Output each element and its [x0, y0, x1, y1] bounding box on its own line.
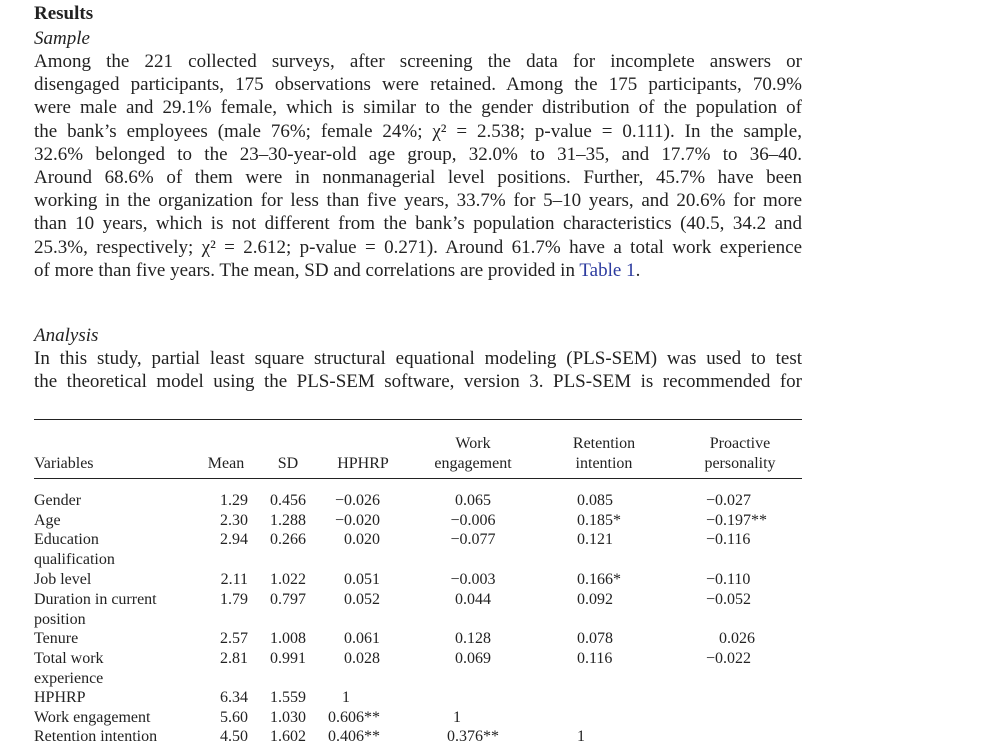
- header-proactive-personality-line: Proactive: [709, 435, 771, 452]
- cell-retention-intention: 0.116: [577, 649, 613, 667]
- cell-variable: [34, 511, 61, 531]
- header-work-engagement-line: Work: [455, 435, 491, 452]
- table-header-rule: [34, 478, 802, 479]
- sample-line: working in the organization for less than five years, 33.7% for 5–10 years, and 20.6% for more: [34, 190, 802, 212]
- sample-line: than 10 years, which is not different from the bank’s population characteristics (40.5, 34.2 and: [34, 213, 802, 235]
- cell-variable: [34, 590, 157, 630]
- cell-proactive-personality: −0.022: [706, 649, 752, 667]
- cell-work-engagement: 0.069: [455, 649, 491, 667]
- cell-work-engagement: 0.044: [455, 590, 491, 608]
- cell-hphrp: 0.606**: [328, 708, 380, 726]
- cell-variable: [34, 649, 104, 689]
- cell-mean: 4.50: [220, 728, 248, 746]
- cell-mean: 1.29: [220, 492, 248, 509]
- cell-variable-line: Duration in current: [34, 590, 157, 608]
- cell-variable-line: qualification: [34, 551, 115, 569]
- cell-variable-line: Retention intention: [34, 728, 158, 746]
- cell-work-engagement: 1: [453, 708, 461, 726]
- sample-line: disengaged participants, 175 observations were retained. Among the 175 participants, 70.9%: [34, 74, 802, 96]
- cell-mean: 5.60: [220, 708, 248, 726]
- header-proactive-personality-line: personality: [704, 455, 776, 472]
- cell-retention-intention: 0.166*: [577, 570, 621, 588]
- cell-work-engagement: −0.077: [450, 531, 496, 549]
- results-heading: Results: [34, 3, 94, 24]
- sample-heading: Sample: [34, 28, 90, 49]
- sample-line: the bank’s employees (male 76%; female 24%; χ² = 2.538; p-value = 0.111). In the sample,: [34, 120, 802, 142]
- cell-sd: 1.288: [270, 511, 306, 529]
- cell-proactive-personality: −0.110: [706, 570, 751, 588]
- header-work-engagement: [420, 434, 526, 474]
- cell-variable: [34, 629, 78, 649]
- sample-line: were male and 29.1% female, which is similar to the gender distribution of the population of: [34, 97, 802, 119]
- analysis-line: the theoretical model using the PLS-SEM software, version 3. PLS-SEM is recommended for: [34, 371, 802, 393]
- cell-hphrp: −0.026: [334, 492, 380, 509]
- cell-mean: 2.11: [220, 570, 248, 588]
- cell-variable: [34, 688, 86, 708]
- header-retention-intention: [556, 434, 652, 474]
- analysis-paragraph: [34, 347, 802, 393]
- analysis-heading: Analysis: [34, 325, 99, 346]
- cell-mean: 2.81: [220, 649, 248, 667]
- cell-proactive-personality: −0.027: [706, 492, 752, 509]
- cell-variable-line: HPHRP: [34, 689, 86, 706]
- header-variables: Variables: [34, 455, 94, 472]
- cell-variable: [34, 708, 150, 728]
- cell-variable-line: Age: [34, 511, 61, 529]
- cell-work-engagement: −0.006: [450, 511, 496, 529]
- cell-variable: [34, 570, 91, 590]
- cell-retention-intention: 0.121: [577, 531, 613, 549]
- cell-work-engagement: 0.376**: [447, 728, 499, 746]
- header-proactive-personality: [690, 434, 790, 474]
- header-sd: SD: [277, 455, 299, 472]
- cell-variable-line: Job level: [34, 570, 92, 588]
- cell-retention-intention: 0.092: [577, 590, 613, 608]
- sample-line: 25.3%, respectively; χ² = 2.612; p-value = 0.271). Around 61.7% have a total work experience: [34, 236, 802, 258]
- cell-hphrp: 0.406**: [328, 728, 380, 746]
- cell-retention-intention: 0.185*: [577, 511, 621, 529]
- cell-sd: 1.008: [270, 629, 306, 647]
- cell-variable-line: experience: [34, 669, 104, 687]
- header-mean: Mean: [207, 455, 245, 472]
- cell-variable-line: Tenure: [34, 629, 79, 647]
- cell-sd: 0.991: [270, 649, 306, 667]
- cell-proactive-personality: 0.026: [719, 629, 755, 647]
- sample-last-line-suffix: .: [635, 259, 641, 281]
- table-top-rule: [34, 419, 802, 420]
- header-retention-intention-line: Retention: [572, 435, 636, 452]
- cell-work-engagement: 0.065: [455, 492, 491, 509]
- header-work-engagement-line: engagement: [434, 455, 512, 472]
- cell-mean: 2.94: [220, 531, 248, 549]
- cell-sd: 1.022: [270, 570, 306, 588]
- cell-variable-line: Gender: [34, 492, 82, 509]
- sample-paragraph: [34, 50, 802, 282]
- cell-variable-line: Total work: [34, 649, 104, 667]
- cell-mean: 6.34: [220, 689, 248, 706]
- cell-variable: [34, 530, 115, 570]
- cell-mean: 2.57: [220, 629, 248, 647]
- cell-work-engagement: −0.003: [450, 570, 496, 588]
- sample-line: Among the 221 collected surveys, after screening the data for incomplete answers or: [34, 51, 802, 72]
- header-hphrp: HPHRP: [337, 455, 389, 472]
- cell-mean: 1.79: [220, 590, 248, 608]
- cell-mean: 2.30: [220, 511, 248, 529]
- sample-last-line-prefix: of more than five years. The mean, SD and correlations are provided in: [34, 259, 580, 281]
- cell-sd: 1.559: [270, 689, 306, 706]
- cell-retention-intention: 0.078: [577, 629, 613, 647]
- cell-variable-line: position: [34, 610, 86, 628]
- cell-variable: [34, 491, 81, 511]
- analysis-line: In this study, partial least square structural equational modeling (PLS-SEM) was used to test: [34, 348, 802, 369]
- cell-hphrp: 0.028: [344, 649, 380, 667]
- cell-hphrp: 0.061: [344, 629, 380, 647]
- cell-variable-line: Work engagement: [34, 708, 151, 726]
- header-retention-intention-line: intention: [575, 455, 633, 472]
- sample-line: Around 68.6% of them were in nonmanagerial level positions. Further, 45.7% have been: [34, 167, 802, 189]
- table-1-link[interactable]: Table 1: [579, 259, 636, 281]
- cell-retention-intention: 1: [577, 728, 585, 746]
- cell-hphrp: −0.020: [334, 511, 380, 529]
- cell-sd: 0.266: [270, 531, 306, 549]
- cell-variable-line: Education: [34, 531, 99, 549]
- cell-hphrp: 0.020: [344, 531, 380, 549]
- cell-proactive-personality: −0.197**: [706, 511, 768, 529]
- cell-hphrp: 0.051: [344, 570, 380, 588]
- cell-sd: 1.602: [270, 728, 306, 746]
- cell-work-engagement: 0.128: [455, 629, 491, 647]
- cell-sd: 0.797: [270, 590, 306, 608]
- cell-retention-intention: 0.085: [577, 492, 613, 509]
- cell-proactive-personality: −0.116: [706, 531, 751, 549]
- cell-variable: [34, 727, 157, 747]
- sample-last-line: [34, 259, 802, 282]
- cell-sd: 1.030: [270, 708, 306, 726]
- cell-hphrp: 0.052: [344, 590, 380, 608]
- cell-hphrp: 1: [342, 689, 350, 706]
- sample-line: 32.6% belonged to the 23–30-year-old age group, 32.0% to 31–35, and 17.7% to 36–40.: [34, 143, 802, 165]
- cell-sd: 0.456: [270, 492, 306, 509]
- cell-proactive-personality: −0.052: [706, 590, 752, 608]
